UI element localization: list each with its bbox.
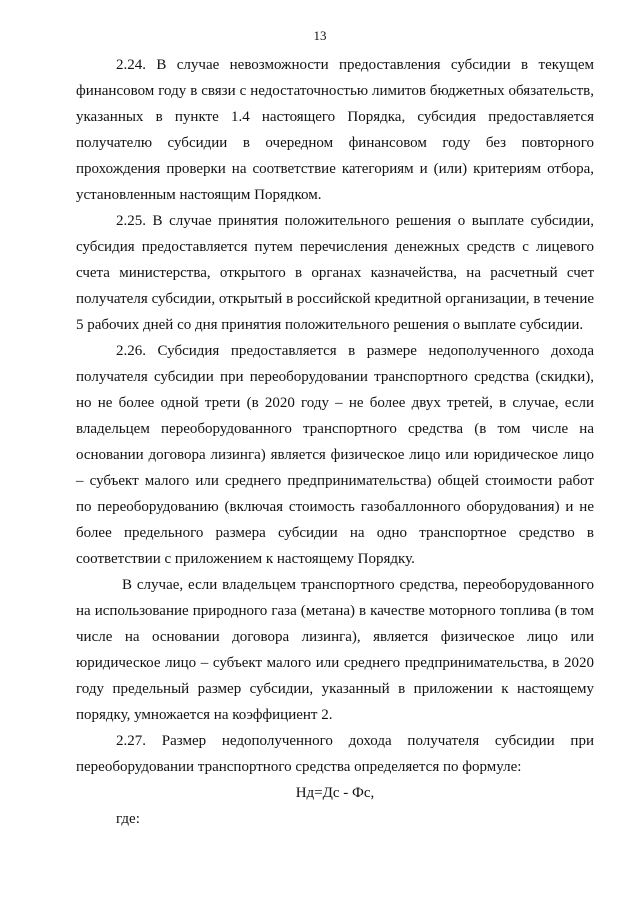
paragraph-2-25: 2.25. В случае принятия положительного решения о выплате субсидии, субсидия предоставляется путем перечисления денежных средств с лицевого счета министерства, открытого в органах казначейства, на расчетный счет получателя субсидии, открытый в российской кредитной организации, в течение 5 рабочих дней со дня принятия положительного решения о выплате субсидии.: [76, 213, 594, 333]
document-body: [76, 52, 594, 832]
paragraph-owner-coefficient: В случае, если владельцем транспортного средства, переоборудованного на использование природного газа (метана) в качестве моторного топлива (в том числе на основании договора лизинга), является физическое лицо или юридическое лицо – субъект малого или среднего предпринимательства, в 2020 году предельный размер субсидии, указанный в приложении к настоящему порядку, умножается на коэффициент 2.: [76, 577, 594, 723]
page-number: 13: [313, 28, 327, 43]
formula: Нд=Дс - Фс,: [295, 785, 375, 801]
paragraph-2-26: 2.26. Субсидия предоставляется в размере недополученного дохода получателя субсидии при переоборудовании транспортного средства (скидки), но не более одной трети (в 2020 году – не более двух третей, в случае, если владельцем переоборудованного транспортного средства (в том числе на основании договора лизинга) является физическое лицо или юридическое лицо – субъект малого или среднего предпринимательства) общей стоимости работ по переоборудованию (включая стоимость газобаллонного оборудования) и не более предельного размера субсидии на одно транспортное средство в соответствии с приложением к настоящему Порядку.: [76, 343, 594, 567]
where-label: где:: [116, 811, 140, 827]
paragraph-2-24: 2.24. В случае невозможности предоставления субсидии в текущем финансовом году в связи с недостаточностью лимитов бюджетных обязательств, указанных в пункте 1.4 настоящего Порядка, субсидия предоставляется получателю субсидии в очередном финансовом году без повторного прохождения проверки на соответствие категориям и (или) критериям отбора, установленным настоящим Порядком.: [76, 57, 594, 203]
paragraph-2-27: 2.27. Размер недополученного дохода получателя субсидии при переоборудовании транспортного средства определяется по формуле:: [76, 733, 594, 775]
